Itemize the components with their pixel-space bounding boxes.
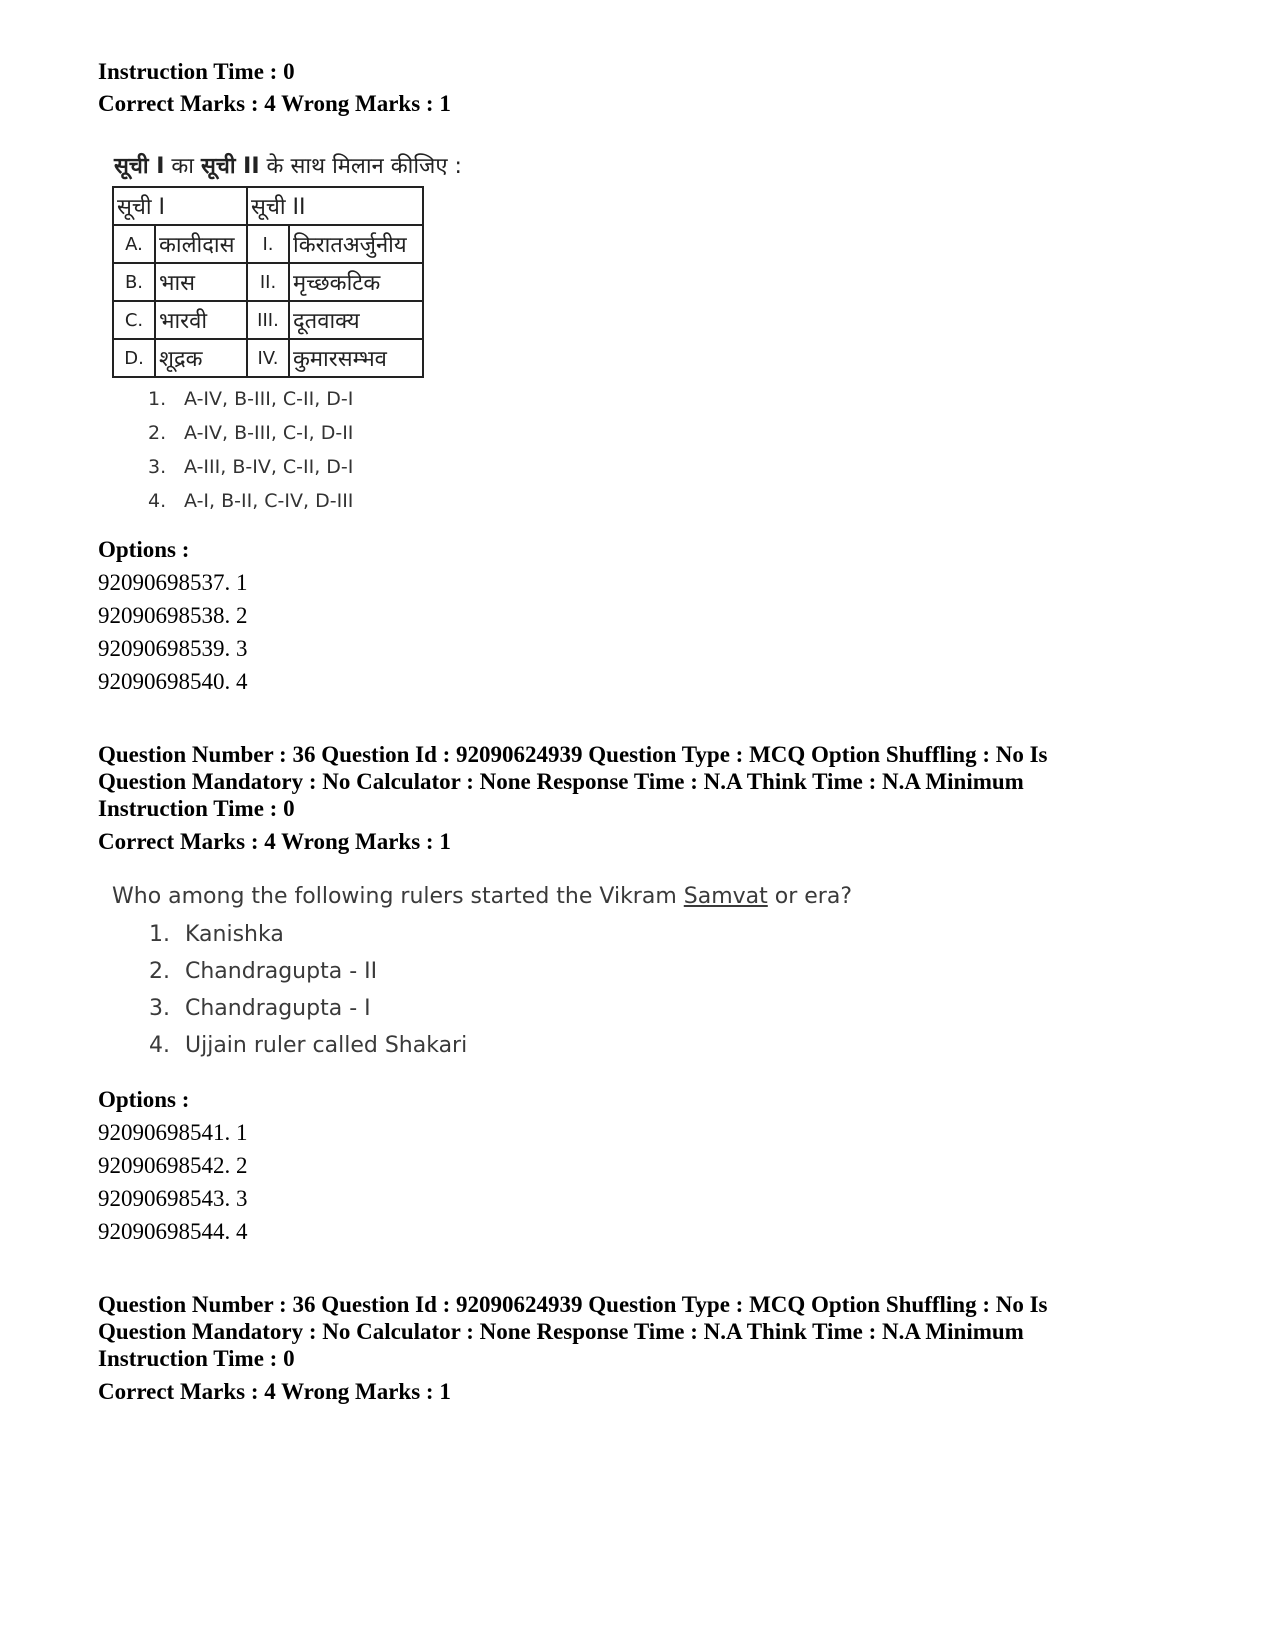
match-table-header: [113, 187, 423, 225]
table-row: [113, 339, 423, 377]
option-line: 92090698538. 2: [98, 603, 248, 628]
list-item: [149, 953, 852, 990]
instruction-end: के साथ मिलान कीजिए :: [259, 154, 462, 179]
question-meta-line: Instruction Time : 0: [98, 1346, 295, 1371]
instruction-list-2: सूची II: [200, 154, 260, 179]
answer-number: 2.: [148, 422, 167, 444]
answer-number: 4.: [148, 490, 167, 512]
marks-line: Correct Marks : 4 Wrong Marks : 1: [98, 829, 451, 854]
match-instruction: [114, 152, 532, 182]
table-row: [113, 263, 423, 301]
question-text-post: or era?: [767, 884, 853, 909]
left-value: शूद्रक: [155, 339, 247, 377]
marks-line: Correct Marks : 4 Wrong Marks : 1: [98, 91, 451, 116]
answer-number: 4.: [149, 1033, 170, 1058]
right-value: दूतवाक्य: [289, 301, 423, 339]
left-key: A.: [113, 225, 155, 263]
right-key: II.: [247, 263, 289, 301]
option-line: 92090698541. 1: [98, 1120, 248, 1145]
instruction-list-1: सूची I: [114, 154, 165, 179]
left-key: D.: [113, 339, 155, 377]
right-key: III.: [247, 301, 289, 339]
left-value: भास: [155, 263, 247, 301]
instruction-time: Instruction Time : 0: [98, 59, 295, 84]
left-value: कालीदास: [155, 225, 247, 263]
match-table: [112, 186, 424, 378]
list-item: [148, 382, 532, 416]
option-line: 92090698542. 2: [98, 1153, 248, 1178]
option-line: 92090698544. 4: [98, 1219, 248, 1244]
question-answer-list: [149, 916, 852, 1064]
list-item: [149, 990, 852, 1027]
answer-number: 1.: [149, 922, 170, 947]
list-item: [148, 484, 532, 518]
right-value: मृच्छकटिक: [289, 263, 423, 301]
question-image-match: [112, 152, 532, 518]
list-item: [148, 416, 532, 450]
answer-text: Chandragupta - I: [185, 996, 371, 1021]
question-meta-line: Instruction Time : 0: [98, 796, 295, 821]
question-text: [112, 880, 852, 914]
question-meta-line: Question Mandatory : No Calculator : None Response Time : N.A Think Time : N.A Minimum: [98, 769, 1024, 794]
options-label: Options :: [98, 1087, 190, 1112]
answer-number: 3.: [149, 996, 170, 1021]
question-meta-line: Question Mandatory : No Calculator : None Response Time : N.A Think Time : N.A Minimum: [98, 1319, 1024, 1344]
option-line: 92090698543. 3: [98, 1186, 248, 1211]
answer-number: 3.: [148, 456, 167, 478]
right-key: I.: [247, 225, 289, 263]
option-line: 92090698537. 1: [98, 570, 248, 595]
question-meta-line: Question Number : 36 Question Id : 92090624939 Question Type : MCQ Option Shuffling : No Is: [98, 742, 1048, 767]
answer-text: Ujjain ruler called Shakari: [185, 1033, 468, 1058]
left-key: C.: [113, 301, 155, 339]
list-item: [149, 1027, 852, 1064]
option-line: 92090698539. 3: [98, 636, 248, 661]
table-row: [113, 301, 423, 339]
right-value: कुमारसम्भव: [289, 339, 423, 377]
answer-text: Kanishka: [185, 922, 284, 947]
answer-text: A-IV, B-III, C-II, D-I: [184, 388, 354, 410]
options-label: Options :: [98, 537, 190, 562]
list-item: [148, 450, 532, 484]
list-item: [149, 916, 852, 953]
header-list-2: सूची II: [247, 187, 423, 225]
answer-text: A-III, B-IV, C-II, D-I: [184, 456, 354, 478]
table-row: [113, 225, 423, 263]
answer-text: Chandragupta - II: [185, 959, 378, 984]
right-key: IV.: [247, 339, 289, 377]
answer-number: 2.: [149, 959, 170, 984]
option-line: 92090698540. 4: [98, 669, 248, 694]
answer-number: 1.: [148, 388, 167, 410]
right-value: किरातअर्जुनीय: [289, 225, 423, 263]
question-text-underlined: Samvat: [683, 884, 768, 909]
header-list-1: सूची I: [113, 187, 247, 225]
question-image-vikram: [112, 880, 852, 1064]
marks-line: Correct Marks : 4 Wrong Marks : 1: [98, 1379, 451, 1404]
question-meta-line: Question Number : 36 Question Id : 92090624939 Question Type : MCQ Option Shuffling : No Is: [98, 1292, 1048, 1317]
left-value: भारवी: [155, 301, 247, 339]
question-text-pre: Who among the following rulers started the Vikram: [112, 884, 684, 909]
instruction-mid: का: [164, 154, 201, 179]
match-answer-list: [148, 382, 532, 518]
left-key: B.: [113, 263, 155, 301]
answer-text: A-IV, B-III, C-I, D-II: [184, 422, 354, 444]
answer-text: A-I, B-II, C-IV, D-III: [184, 490, 354, 512]
